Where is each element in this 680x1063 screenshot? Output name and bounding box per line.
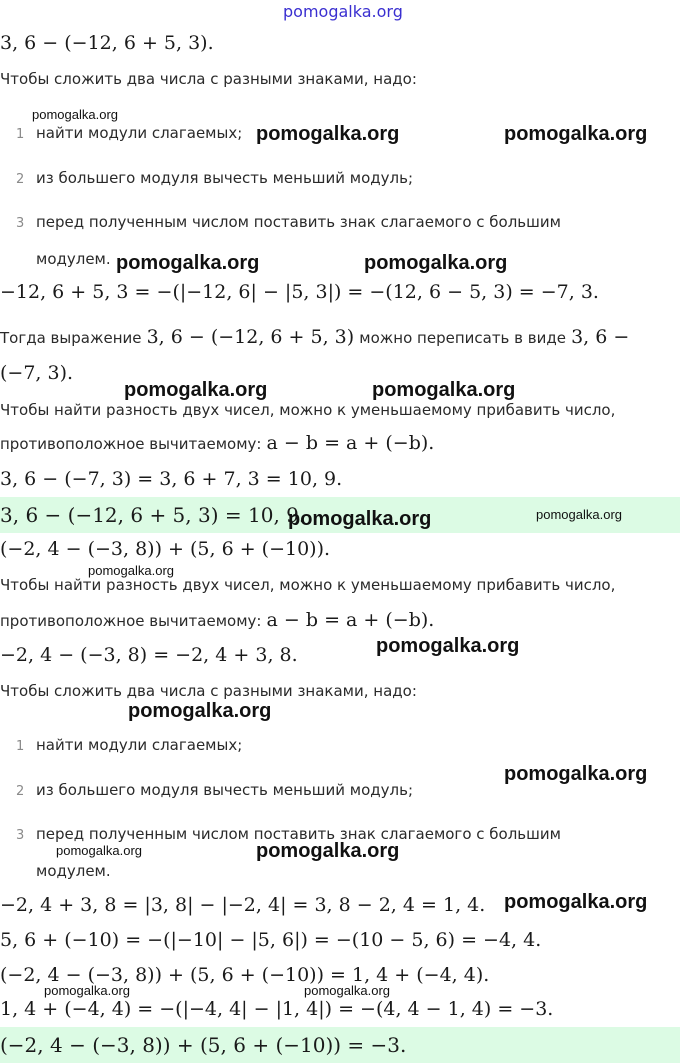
block2-step-2-number: 2 <box>16 784 25 799</box>
rewrite-prefix: Тогда выражение <box>0 329 142 347</box>
header-watermark: pomogalka.org <box>283 2 403 21</box>
watermark: pomogalka.org <box>376 635 520 657</box>
block1-diff-rule-line-2 <box>0 432 434 454</box>
watermark: pomogalka.org <box>116 252 260 274</box>
block1-rewrite-line <box>0 326 629 348</box>
block1-step-3-continuation: модулем. <box>36 250 111 268</box>
block1-rule-intro: Чтобы сложить два числа с разными знаками, надо: <box>0 70 417 88</box>
block2-expression: (−2, 4 − (−3, 8)) + (5, 6 + (−10)). <box>0 538 331 560</box>
watermark: pomogalka.org <box>128 700 272 722</box>
watermark: pomogalka.org <box>504 763 648 785</box>
block1-answer: 3, 6 − (−12, 6 + 5, 3) = 10, 9. <box>0 503 306 527</box>
rewrite-expression: 3, 6 − (−12, 6 + 5, 3) <box>146 326 355 348</box>
block1-calc-2: 3, 6 − (−7, 3) = 3, 6 + 7, 3 = 10, 9. <box>0 468 343 490</box>
rewrite-expression-2: 3, 6 − <box>571 326 630 348</box>
rewrite-middle: можно переписать в виде <box>359 329 566 347</box>
block2-answer: (−2, 4 − (−3, 8)) + (5, 6 + (−10)) = −3. <box>0 1033 407 1057</box>
watermark: pomogalka.org <box>504 891 648 913</box>
block1-rewrite-continuation: (−7, 3). <box>0 362 74 384</box>
block2-calc-2: −2, 4 + 3, 8 = |3, 8| − |−2, 4| = 3, 8 − 2, 4 = 1, 4. <box>0 894 486 916</box>
block1-step-3-text: перед полученным числом поставить знак слагаемого с большим <box>36 213 561 231</box>
block1-step-1-number: 1 <box>16 127 25 142</box>
watermark: pomogalka.org <box>504 123 648 145</box>
block1-step-2-number: 2 <box>16 172 25 187</box>
diff-rule-text: противоположное вычитаемому: <box>0 612 262 630</box>
block2-step-2-text: из большего модуля вычесть меньший модуль; <box>36 781 414 799</box>
block2-calc-4: (−2, 4 − (−3, 8)) + (5, 6 + (−10)) = 1, 4 + (−4, 4). <box>0 964 490 986</box>
block2-step-3-text: перед полученным числом поставить знак слагаемого с большим <box>36 825 561 843</box>
watermark: pomogalka.org <box>88 563 174 578</box>
diff-rule-text: противоположное вычитаемому: <box>0 435 262 453</box>
block2-step-1-number: 1 <box>16 739 25 754</box>
block2-diff-rule-line-2 <box>0 609 434 631</box>
watermark: pomogalka.org <box>56 843 142 858</box>
watermark: pomogalka.org <box>44 983 130 998</box>
watermark: pomogalka.org <box>256 123 400 145</box>
block2-diff-rule-line-1: Чтобы найти разность двух чисел, можно к уменьшаемому прибавить число, <box>0 576 616 594</box>
block1-expression: 3, 6 − (−12, 6 + 5, 3). <box>0 32 214 54</box>
watermark: pomogalka.org <box>364 252 508 274</box>
block2-calc-3: 5, 6 + (−10) = −(|−10| − |5, 6|) = −(10 − 5, 6) = −4, 4. <box>0 929 542 951</box>
block1-step-2-text: из большего модуля вычесть меньший модуль; <box>36 169 414 187</box>
watermark: pomogalka.org <box>256 840 400 862</box>
block1-step-3-number: 3 <box>16 216 25 231</box>
block2-calc-5: 1, 4 + (−4, 4) = −(|−4, 4| − |1, 4|) = −(4, 4 − 1, 4) = −3. <box>0 998 554 1020</box>
watermark: pomogalka.org <box>32 107 118 122</box>
watermark: pomogalka.org <box>536 507 622 522</box>
watermark: pomogalka.org <box>372 379 516 401</box>
block2-step-3-number: 3 <box>16 828 25 843</box>
block1-calc-1: −12, 6 + 5, 3 = −(|−12, 6| − |5, 3|) = −(12, 6 − 5, 3) = −7, 3. <box>0 281 599 303</box>
watermark: pomogalka.org <box>304 983 390 998</box>
watermark: pomogalka.org <box>288 508 432 530</box>
block1-diff-rule-line-1: Чтобы найти разность двух чисел, можно к уменьшаемому прибавить число, <box>0 401 616 419</box>
diff-rule-formula: a − b = a + (−b). <box>266 432 435 454</box>
block2-calc-1: −2, 4 − (−3, 8) = −2, 4 + 3, 8. <box>0 644 298 666</box>
block1-step-1-text: найти модули слагаемых; <box>36 124 243 142</box>
watermark: pomogalka.org <box>124 379 268 401</box>
block2-step-3-continuation: модулем. <box>36 862 111 880</box>
diff-rule-formula: a − b = a + (−b). <box>266 609 435 631</box>
block2-rule-intro: Чтобы сложить два числа с разными знаками, надо: <box>0 682 417 700</box>
block2-step-1-text: найти модули слагаемых; <box>36 736 243 754</box>
